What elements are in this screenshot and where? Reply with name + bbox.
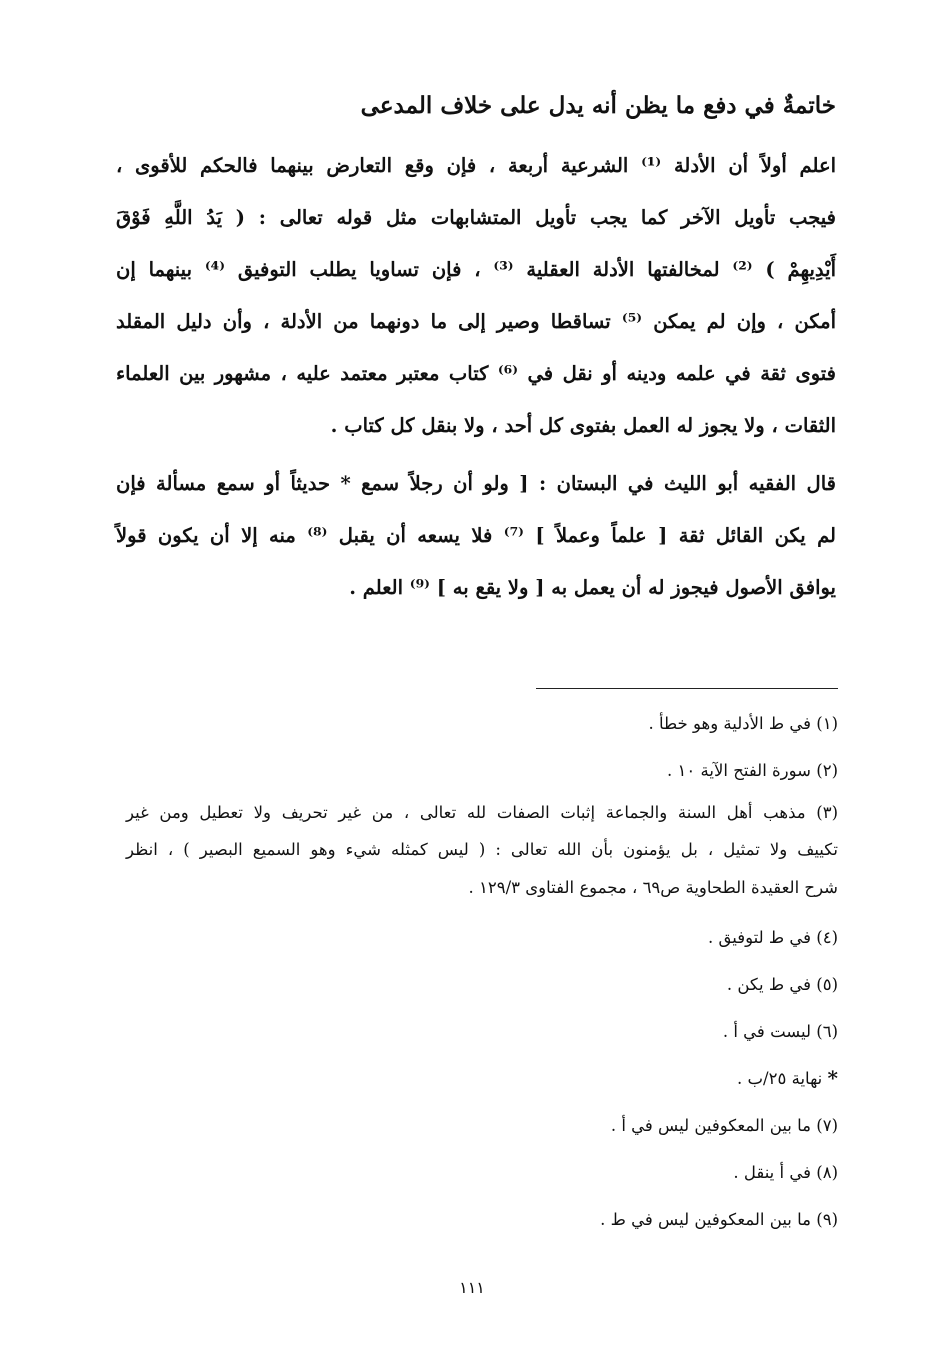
- footnote-star: [126, 1055, 838, 1102]
- footnote-8: (٨) في أ ينقل .: [733, 1163, 838, 1182]
- footnote-2: (٢) سورة الفتح الآية ١٠ .: [667, 761, 838, 780]
- text-line: يوافق الأصول فيجوز له أن يعمل به [ ولا يقع به ] ⁽⁹⁾ العلم .: [349, 576, 836, 599]
- footnote-5: (٥) في ط يكن .: [726, 975, 838, 994]
- section-title: خاتمةٌ في دفع ما يظن أنه يدل على خلاف المدعى: [360, 92, 836, 119]
- asterisk-mark: *: [827, 1066, 838, 1090]
- text-line: لم يكن القائل ثقة [ علماً وعملاً ] ⁽⁷⁾ فلا يسعه أن يقبل ⁽⁸⁾ منه إلا أن يكون قولاً: [116, 524, 836, 547]
- footnote-4: (٤) في ط لتوفيق .: [707, 928, 838, 947]
- text-line: اعلم أولاً أن الأدلة ⁽¹⁾ الشرعية أربعة ، فإن وقع التعارض بينهما فالحكم للأقوى ،: [116, 154, 836, 177]
- text-line: الثقات ، ولا يجوز له العمل بفتوى كل أحد ، ولا بنقل كل كتاب .: [330, 414, 836, 437]
- footnote-3-line: تكييف ولا تمثيل ، بل يؤمنون بأن الله تعالى : ( ليس كمثله شيء وهو السميع البصير ) ، انظر: [126, 840, 838, 859]
- text-line: فيجب تأويل الآخر كما يجب تأويل المتشابهات مثل قوله تعالى : ( يَدُ اللَّهِ فَوْقَ: [116, 206, 836, 229]
- text-line: أَيْدِيهِمْ ) ⁽²⁾ لمخالفتها الأدلة العقلية ⁽³⁾ ، فإن تساويا يطلب التوفيق ⁽⁴⁾ بينهما إن: [116, 258, 836, 281]
- page-number: ١١١: [459, 1278, 485, 1297]
- footnote-1: (١) في ط الأدلية وهو خطأ .: [648, 714, 838, 733]
- footnote-7: (٧) ما بين المعكوفين ليس في أ .: [610, 1116, 838, 1135]
- footnote-6: (٦) ليست في أ .: [722, 1022, 838, 1041]
- footnote-star-text: نهاية ٢٥/ب .: [737, 1069, 823, 1088]
- main-paragraph: [116, 140, 836, 452]
- footnote-separator: [536, 688, 838, 689]
- footnotes: [126, 700, 838, 1243]
- text-line: فتوى ثقة في علمه ودينه أو نقل في ⁽⁶⁾ كتاب معتبر معتمد عليه ، مشهور بين العلماء: [116, 362, 837, 385]
- footnote-3-line: شرح العقيدة الطحاوية ص٦٩ ، مجموع الفتاوى ١٢٩/٣ .: [468, 878, 838, 897]
- text-line: قال الفقيه أبو الليث في البستان : [ ولو أن رجلاً سمع * حديثاً أو سمع مسألة فإن: [116, 472, 836, 495]
- footnote-3-line: (٣) مذهب أهل السنة والجماعة إثبات الصفات لله تعالى ، من غير تحريف ولا تعطيل ومن غير: [126, 803, 838, 822]
- footnote-9: (٩) ما بين المعكوفين ليس في ط .: [600, 1210, 838, 1229]
- text-line: أمكن ، وإن لم يمكن ⁽⁵⁾ تساقطا وصير إلى ما دونهما من الأدلة ، وأن دليل المقلد: [116, 310, 836, 333]
- quote-paragraph: [116, 458, 836, 614]
